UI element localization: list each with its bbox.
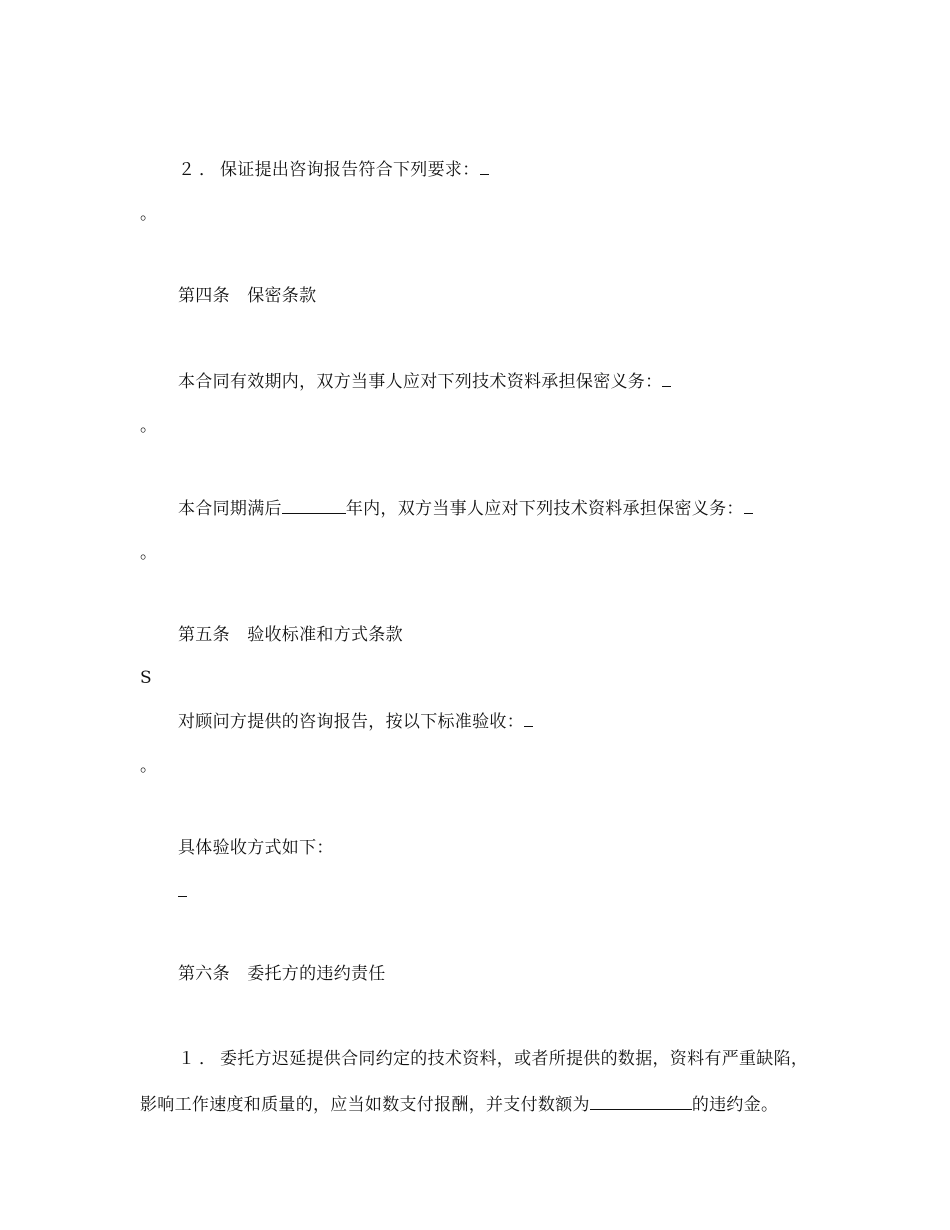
article-4-paragraph-1 [178, 370, 671, 393]
stray-mark: S [140, 668, 152, 688]
article-6-item-1-line-2 [140, 1093, 778, 1116]
item-text: 委托方迟延提供合同约定的技术资料，或者所提供的数据，资料有严重缺陷， [220, 1049, 809, 1069]
paragraph-text: 本合同有效期内，双方当事人应对下列技术资料承担保密义务： [178, 372, 663, 392]
clause-item-2 [178, 158, 489, 181]
fill-blank [744, 497, 753, 514]
period-mark: 。 [140, 416, 158, 436]
paragraph-text: 对顾问方提供的咨询报告，按以下标准验收： [178, 712, 524, 732]
article-5-paragraph-1 [178, 710, 533, 733]
item-number: １． [178, 1049, 220, 1069]
period-mark: 。 [140, 756, 158, 776]
amount-fill-blank [590, 1093, 692, 1110]
item-number: ２． [178, 160, 220, 180]
article-4-heading: 第四条 保密条款 [178, 286, 317, 306]
period-mark: 。 [140, 543, 158, 563]
paragraph-text-before: 本合同期满后 [178, 499, 282, 519]
paragraph-text-after: 年内，双方当事人应对下列技术资料承担保密义务： [345, 499, 744, 519]
year-fill-blank [282, 497, 346, 514]
item-text-before: 影响工作速度和质量的，应当如数支付报酬，并支付数额为 [140, 1095, 590, 1115]
period-mark: 。 [140, 204, 158, 224]
article-5-heading: 第五条 验收标准和方式条款 [178, 625, 403, 645]
article-6-item-1-line-1 [178, 1048, 808, 1070]
fill-blank [480, 158, 489, 175]
fill-blank [662, 370, 671, 387]
article-4-paragraph-2 [178, 497, 753, 520]
article-5-fill-line [178, 880, 187, 903]
fill-blank [178, 880, 187, 897]
item-text: 保证提出咨询报告符合下列要求： [220, 160, 480, 180]
item-text-after: 的违约金。 [691, 1095, 779, 1115]
article-6-heading: 第六条 委托方的违约责任 [178, 964, 386, 984]
article-5-paragraph-2: 具体验收方式如下： [178, 838, 334, 858]
fill-blank [524, 710, 533, 727]
